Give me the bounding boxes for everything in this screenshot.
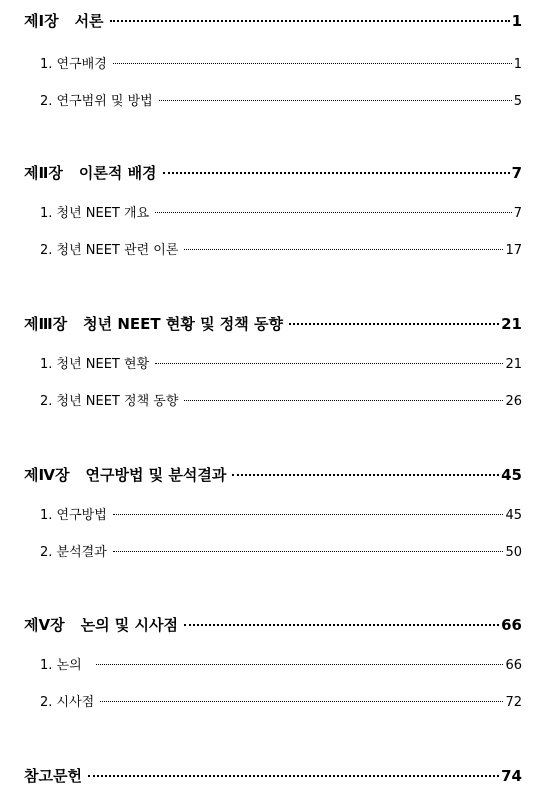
dot-leader bbox=[159, 100, 512, 101]
dot-leader bbox=[110, 20, 510, 22]
page-number: 45 bbox=[501, 466, 522, 484]
toc-section-4-1[interactable] bbox=[24, 504, 522, 523]
page-number: 7 bbox=[511, 164, 522, 182]
section-label: 1. 연구방법 bbox=[40, 508, 107, 523]
toc-chapter-1[interactable] bbox=[24, 10, 522, 31]
toc-section-3-2[interactable] bbox=[24, 390, 522, 409]
chapter-number: 제Ⅰ장 bbox=[24, 12, 59, 30]
chapter-heading bbox=[24, 313, 283, 334]
dot-leader bbox=[184, 400, 503, 401]
chapter-title: 연구방법 및 분석결과 bbox=[85, 466, 227, 484]
page-number: 17 bbox=[505, 243, 522, 258]
dot-leader bbox=[232, 474, 499, 476]
page-number: 7 bbox=[513, 206, 522, 221]
chapter-heading bbox=[24, 10, 104, 31]
dot-leader bbox=[184, 249, 503, 250]
section-label: 1. 논의 bbox=[40, 658, 82, 673]
page-number: 1 bbox=[511, 12, 522, 30]
toc-section-5-1[interactable] bbox=[24, 654, 522, 673]
references-title: 참고문헌 bbox=[24, 767, 82, 785]
section-label: 1. 청년 NEET 개요 bbox=[40, 206, 150, 221]
section-label: 2. 시사점 bbox=[40, 695, 95, 710]
page-number: 45 bbox=[505, 508, 522, 523]
toc-chapter-4[interactable] bbox=[24, 464, 522, 485]
page-number: 26 bbox=[505, 394, 522, 409]
section-label: 2. 청년 NEET 관련 이론 bbox=[40, 243, 179, 258]
page-number: 21 bbox=[501, 315, 522, 333]
toc-references[interactable] bbox=[24, 765, 522, 786]
section-label: 2. 연구범위 및 방법 bbox=[40, 94, 153, 109]
page-number: 66 bbox=[501, 616, 522, 634]
dot-leader bbox=[163, 172, 510, 174]
section-label: 2. 청년 NEET 정책 동향 bbox=[40, 394, 179, 409]
page-number: 50 bbox=[505, 545, 522, 560]
dot-leader bbox=[88, 775, 499, 777]
chapter-title: 서론 bbox=[74, 12, 104, 30]
chapter-number: 제Ⅴ장 bbox=[24, 616, 65, 634]
section-label: 1. 청년 NEET 현황 bbox=[40, 357, 150, 372]
toc-chapter-2[interactable] bbox=[24, 162, 522, 183]
chapter-number: 제Ⅳ장 bbox=[24, 466, 70, 484]
chapter-number: 제Ⅲ장 bbox=[24, 315, 68, 333]
chapter-number: 제Ⅱ장 bbox=[24, 164, 63, 182]
dot-leader bbox=[113, 63, 512, 64]
dot-leader bbox=[184, 624, 499, 626]
toc-section-2-2[interactable] bbox=[24, 239, 522, 258]
page-number: 21 bbox=[505, 357, 522, 372]
toc-section-4-2[interactable] bbox=[24, 541, 522, 560]
page-number: 74 bbox=[501, 767, 522, 785]
page-number: 72 bbox=[505, 695, 522, 710]
toc-section-3-1[interactable] bbox=[24, 353, 522, 372]
page-number: 1 bbox=[513, 57, 522, 72]
section-label: 2. 분석결과 bbox=[40, 545, 107, 560]
dot-leader bbox=[100, 701, 503, 702]
page-number: 5 bbox=[513, 94, 522, 109]
table-of-contents bbox=[24, 0, 522, 797]
dot-leader bbox=[96, 664, 504, 665]
chapter-heading bbox=[24, 162, 157, 183]
toc-section-1-2[interactable] bbox=[24, 90, 522, 109]
dot-leader bbox=[113, 514, 504, 515]
chapter-heading bbox=[24, 464, 226, 485]
toc-section-1-1[interactable] bbox=[24, 53, 522, 72]
chapter-title: 이론적 배경 bbox=[78, 164, 157, 182]
page-number: 66 bbox=[505, 658, 522, 673]
toc-chapter-3[interactable] bbox=[24, 313, 522, 334]
dot-leader bbox=[155, 363, 503, 364]
dot-leader bbox=[155, 212, 512, 213]
section-label: 1. 연구배경 bbox=[40, 57, 107, 72]
toc-section-5-2[interactable] bbox=[24, 691, 522, 710]
chapter-title: 청년 NEET 현황 및 정책 동향 bbox=[83, 315, 283, 333]
toc-chapter-5[interactable] bbox=[24, 614, 522, 635]
chapter-title: 논의 및 시사점 bbox=[80, 616, 178, 634]
dot-leader bbox=[289, 323, 499, 325]
chapter-heading bbox=[24, 614, 178, 635]
toc-section-2-1[interactable] bbox=[24, 202, 522, 221]
dot-leader bbox=[113, 551, 504, 552]
